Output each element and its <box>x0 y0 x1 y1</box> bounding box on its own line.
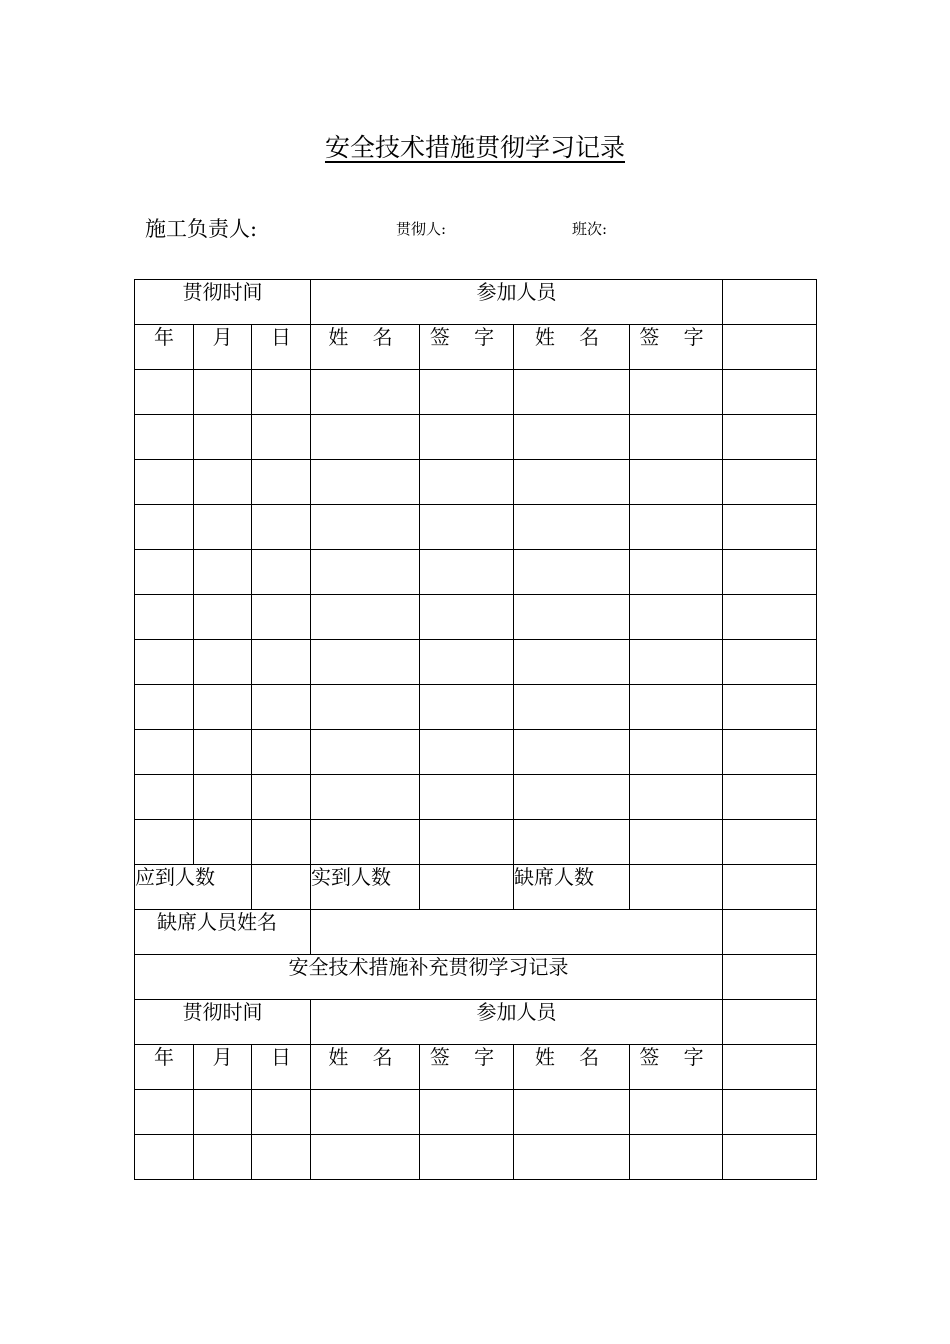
entry-cell[interactable] <box>135 730 194 775</box>
entry-cell[interactable] <box>420 820 514 865</box>
entry-cell[interactable] <box>194 550 252 595</box>
entry-cell[interactable] <box>723 460 817 505</box>
expected-count-label: 应到人数 <box>135 865 252 910</box>
actual-count-value[interactable] <box>420 865 514 910</box>
shift-label: 班次: <box>572 220 608 238</box>
entry-cell[interactable] <box>252 1135 311 1180</box>
entry-cell[interactable] <box>252 460 311 505</box>
blank-entry-row <box>135 640 817 685</box>
entry-cell[interactable] <box>514 775 630 820</box>
participants-header: 参加人员 <box>311 1000 723 1045</box>
entry-cell[interactable] <box>194 820 252 865</box>
blank-cell <box>723 1045 817 1090</box>
name-header: 姓 名 <box>514 1045 630 1090</box>
absent-count-label: 缺席人数 <box>514 865 630 910</box>
entry-cell[interactable] <box>723 1135 817 1180</box>
entry-cell[interactable] <box>723 505 817 550</box>
entry-cell[interactable] <box>311 640 420 685</box>
blank-entry-row <box>135 550 817 595</box>
entry-cell[interactable] <box>194 505 252 550</box>
name-header: 姓 名 <box>311 1045 420 1090</box>
blank-entry-row <box>135 370 817 415</box>
blank-cell <box>723 1000 817 1045</box>
entry-cell[interactable] <box>194 1135 252 1180</box>
blank-entry-row <box>135 775 817 820</box>
entry-cell[interactable] <box>630 685 723 730</box>
entry-cell[interactable] <box>311 1090 420 1135</box>
entry-cell[interactable] <box>311 730 420 775</box>
entry-cell[interactable] <box>194 595 252 640</box>
actual-count-label: 实到人数 <box>311 865 420 910</box>
column-header-row <box>135 325 817 370</box>
entry-cell[interactable] <box>723 370 817 415</box>
entry-cell[interactable] <box>135 595 194 640</box>
entry-cell[interactable] <box>630 820 723 865</box>
day-header: 日 <box>252 1045 311 1090</box>
blank-entry-row <box>135 1135 817 1180</box>
entry-cell[interactable] <box>194 415 252 460</box>
entry-cell[interactable] <box>723 820 817 865</box>
entry-cell[interactable] <box>135 820 194 865</box>
entry-cell[interactable] <box>252 820 311 865</box>
entry-cell[interactable] <box>252 1090 311 1135</box>
entry-cell[interactable] <box>311 1135 420 1180</box>
expected-count-value[interactable] <box>252 865 311 910</box>
entry-cell[interactable] <box>514 640 630 685</box>
blank-entry-row <box>135 505 817 550</box>
entry-cell[interactable] <box>194 685 252 730</box>
entry-cell[interactable] <box>514 415 630 460</box>
entry-cell[interactable] <box>630 460 723 505</box>
entry-cell[interactable] <box>514 730 630 775</box>
name-header: 姓 名 <box>311 325 420 370</box>
entry-cell[interactable] <box>311 685 420 730</box>
blank-entry-row <box>135 595 817 640</box>
entry-cell[interactable] <box>420 730 514 775</box>
entry-cell[interactable] <box>311 550 420 595</box>
entry-cell[interactable] <box>514 460 630 505</box>
entry-cell[interactable] <box>723 415 817 460</box>
sign-header: 签 字 <box>630 1045 723 1090</box>
entry-cell[interactable] <box>252 415 311 460</box>
blank-entry-row <box>135 820 817 865</box>
entry-cell[interactable] <box>194 775 252 820</box>
entry-cell[interactable] <box>723 730 817 775</box>
page-title <box>0 130 950 166</box>
entry-cell[interactable] <box>630 775 723 820</box>
entry-cell[interactable] <box>311 595 420 640</box>
year-header: 年 <box>135 1045 194 1090</box>
entry-cell[interactable] <box>723 550 817 595</box>
time-header: 贯彻时间 <box>135 1000 311 1045</box>
blank-entry-row <box>135 685 817 730</box>
month-header: 月 <box>194 325 252 370</box>
entry-cell[interactable] <box>630 415 723 460</box>
entry-cell[interactable] <box>630 1090 723 1135</box>
entry-cell[interactable] <box>135 460 194 505</box>
sign-header: 签 字 <box>630 325 723 370</box>
blank-cell <box>723 325 817 370</box>
entry-cell[interactable] <box>514 820 630 865</box>
entry-cell[interactable] <box>135 550 194 595</box>
entry-cell[interactable] <box>630 1135 723 1180</box>
entry-cell[interactable] <box>630 550 723 595</box>
entry-cell[interactable] <box>252 730 311 775</box>
entry-cell[interactable] <box>135 685 194 730</box>
entry-cell[interactable] <box>420 505 514 550</box>
entry-cell[interactable] <box>420 415 514 460</box>
entry-cell[interactable] <box>194 370 252 415</box>
entry-cell[interactable] <box>420 1135 514 1180</box>
entry-cell[interactable] <box>420 595 514 640</box>
counts-row <box>135 865 817 910</box>
name-header: 姓 名 <box>514 325 630 370</box>
entry-cell[interactable] <box>311 820 420 865</box>
entry-cell[interactable] <box>311 460 420 505</box>
entry-cell[interactable] <box>420 640 514 685</box>
entry-cell[interactable] <box>630 370 723 415</box>
section-header-row <box>135 1000 817 1045</box>
entry-cell[interactable] <box>630 730 723 775</box>
entry-cell[interactable] <box>420 775 514 820</box>
entry-cell[interactable] <box>514 1135 630 1180</box>
entry-cell[interactable] <box>311 415 420 460</box>
blank-cell <box>723 910 817 955</box>
study-record-table <box>134 279 817 1180</box>
construction-lead-label: 施工负责人: <box>145 217 258 241</box>
column-header-row <box>135 1045 817 1090</box>
sign-header: 签 字 <box>420 1045 514 1090</box>
absent-names-row <box>135 910 817 955</box>
entry-cell[interactable] <box>311 370 420 415</box>
absent-names-label: 缺席人员姓名 <box>135 910 311 955</box>
entry-cell[interactable] <box>630 595 723 640</box>
entry-cell[interactable] <box>514 550 630 595</box>
entry-cell[interactable] <box>420 550 514 595</box>
entry-cell[interactable] <box>252 550 311 595</box>
entry-cell[interactable] <box>135 370 194 415</box>
entry-cell[interactable] <box>135 1090 194 1135</box>
entry-cell[interactable] <box>420 370 514 415</box>
entry-cell[interactable] <box>252 640 311 685</box>
entry-cell[interactable] <box>723 1090 817 1135</box>
entry-cell[interactable] <box>135 775 194 820</box>
entry-cell[interactable] <box>420 460 514 505</box>
entry-cell[interactable] <box>723 775 817 820</box>
entry-cell[interactable] <box>252 370 311 415</box>
entry-cell[interactable] <box>252 505 311 550</box>
blank-cell <box>723 280 817 325</box>
entry-cell[interactable] <box>514 595 630 640</box>
section-header-row <box>135 280 817 325</box>
participants-header: 参加人员 <box>311 280 723 325</box>
blank-entry-row <box>135 460 817 505</box>
entry-cell[interactable] <box>311 775 420 820</box>
sign-header: 签 字 <box>420 325 514 370</box>
day-header: 日 <box>252 325 311 370</box>
entry-cell[interactable] <box>630 640 723 685</box>
entry-cell[interactable] <box>194 1090 252 1135</box>
entry-cell[interactable] <box>723 640 817 685</box>
blank-entry-row <box>135 1090 817 1135</box>
blank-entry-row <box>135 415 817 460</box>
entry-cell[interactable] <box>311 505 420 550</box>
entry-cell[interactable] <box>514 505 630 550</box>
entry-cell[interactable] <box>252 685 311 730</box>
absent-names-value[interactable] <box>311 910 723 955</box>
entry-cell[interactable] <box>135 1135 194 1180</box>
entry-cell[interactable] <box>252 775 311 820</box>
blank-cell <box>723 865 817 910</box>
time-header: 贯彻时间 <box>135 280 311 325</box>
entry-cell[interactable] <box>514 685 630 730</box>
entry-cell[interactable] <box>723 685 817 730</box>
implementer-label: 贯彻人: <box>396 220 447 238</box>
absent-count-value[interactable] <box>630 865 723 910</box>
year-header: 年 <box>135 325 194 370</box>
entry-cell[interactable] <box>514 370 630 415</box>
entry-cell[interactable] <box>420 685 514 730</box>
entry-cell[interactable] <box>252 595 311 640</box>
entry-cell[interactable] <box>135 415 194 460</box>
entry-cell[interactable] <box>723 595 817 640</box>
page-title-text: 安全技术措施贯彻学习记录 <box>324 133 625 162</box>
entry-cell[interactable] <box>194 460 252 505</box>
entry-cell[interactable] <box>194 640 252 685</box>
blank-entry-row <box>135 730 817 775</box>
entry-cell[interactable] <box>135 640 194 685</box>
month-header: 月 <box>194 1045 252 1090</box>
entry-cell[interactable] <box>135 505 194 550</box>
entry-cell[interactable] <box>514 1090 630 1135</box>
entry-cell[interactable] <box>420 1090 514 1135</box>
entry-cell[interactable] <box>194 730 252 775</box>
supplement-title: 安全技术措施补充贯彻学习记录 <box>135 955 723 1000</box>
blank-cell <box>723 955 817 1000</box>
entry-cell[interactable] <box>630 505 723 550</box>
supplement-title-row <box>135 955 817 1000</box>
